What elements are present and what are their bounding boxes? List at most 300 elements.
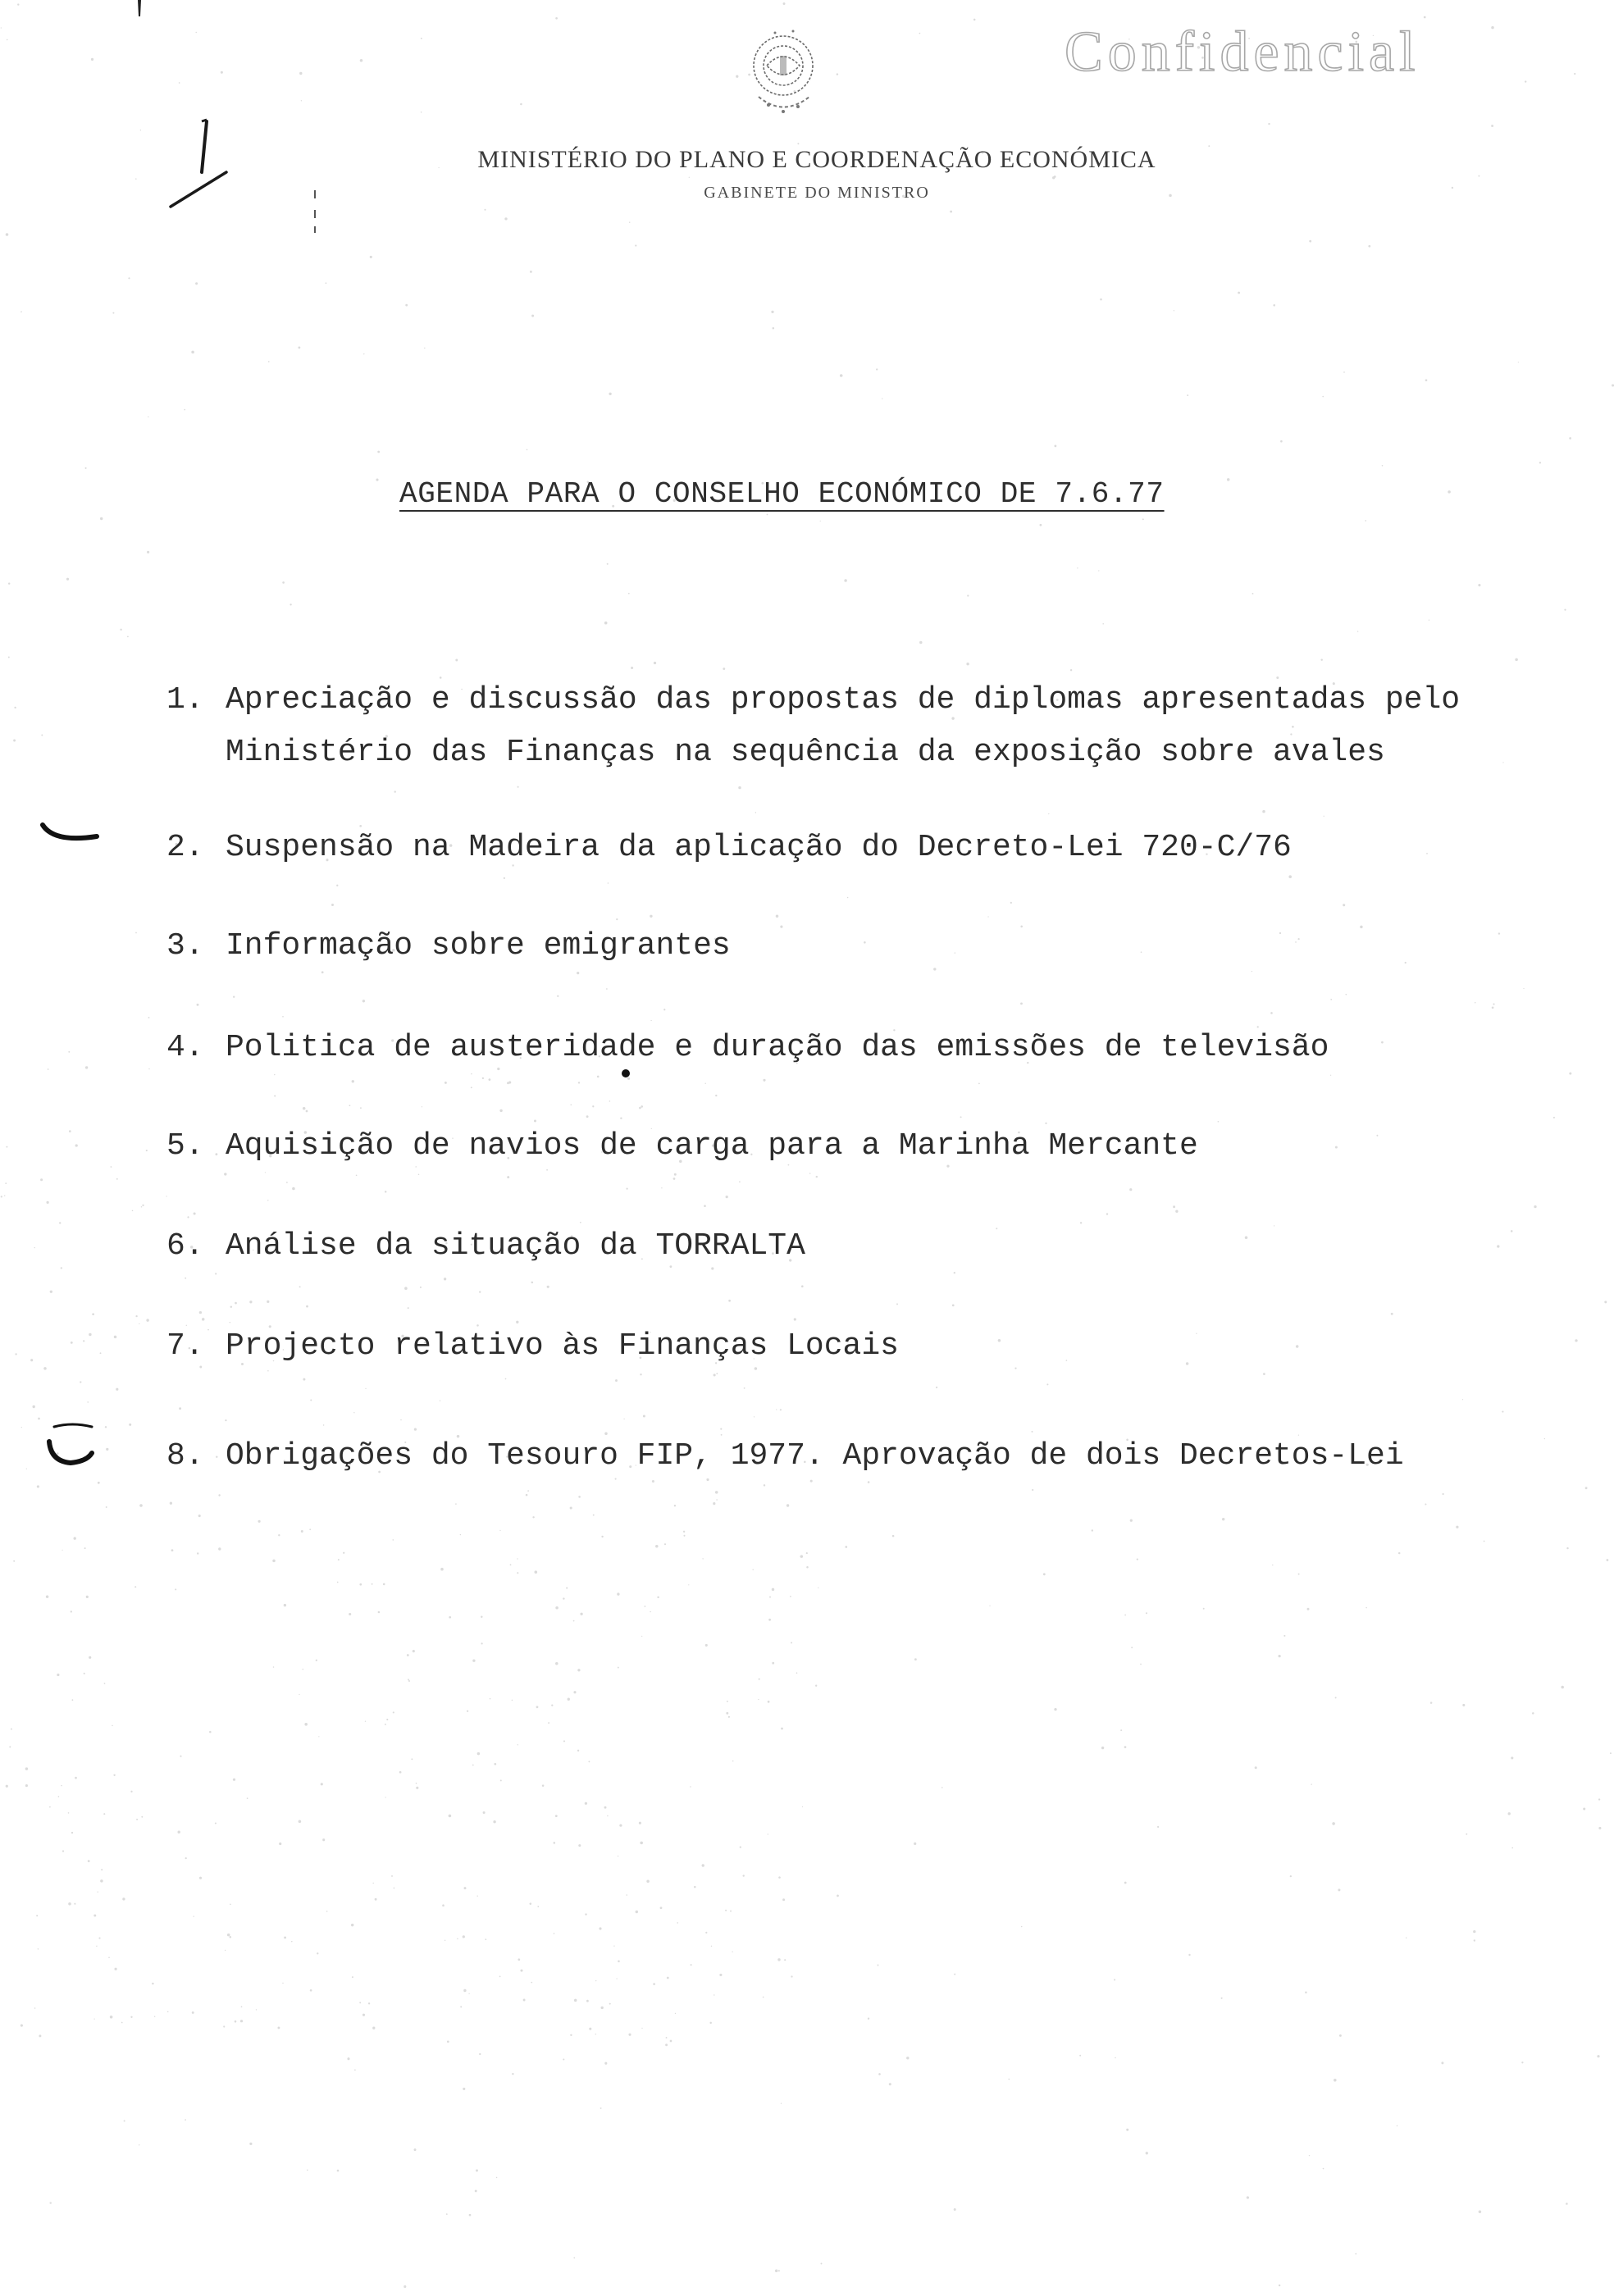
agenda-item-3 <box>166 920 731 973</box>
speckle-dot <box>1534 1205 1536 1208</box>
speckle-dot <box>654 662 656 664</box>
speckle-dot <box>120 629 121 631</box>
speckle-dot <box>301 100 302 101</box>
speckle-dot <box>110 2016 113 2019</box>
speckle-dot <box>141 1206 143 1208</box>
speckle-dot <box>1320 658 1322 660</box>
speckle-dot <box>298 346 300 348</box>
speckle-dot <box>636 1911 638 1913</box>
agenda-item-5 <box>166 1120 1198 1173</box>
speckle-dot <box>347 2057 349 2060</box>
speckle-dot <box>483 1811 486 1814</box>
speckle-dot <box>716 1499 718 1501</box>
speckle-dot <box>66 578 69 581</box>
cabinet-subheader: GABINETE DO MINISTRO <box>704 184 930 202</box>
agenda-item-number: 8. <box>166 1438 204 1474</box>
speckle-dot <box>1218 1121 1220 1123</box>
speckle-dot <box>134 1586 136 1588</box>
speckle-dot <box>641 2028 642 2029</box>
speckle-dot <box>1106 1213 1108 1214</box>
speckle-dot <box>607 1815 608 1816</box>
speckle-dot <box>1492 1006 1494 1009</box>
agenda-item-text: Obrigações do Tesouro FIP, 1977. Aprovação de dois Decretos-Lei <box>226 1438 1404 1474</box>
speckle-dot <box>573 2257 575 2259</box>
speckle-dot <box>230 1306 232 1308</box>
speckle-dot <box>537 1906 539 1907</box>
speckle-dot <box>360 1107 362 1109</box>
speckle-dot <box>476 2170 478 2172</box>
speckle-dot <box>444 1278 446 1280</box>
speckle-dot <box>352 1080 354 1082</box>
speckle-dot <box>592 1105 594 1107</box>
speckle-dot <box>936 1387 937 1388</box>
speckle-dot <box>98 1482 100 1484</box>
speckle-dot <box>135 1315 137 1317</box>
speckle-dot <box>1227 478 1230 481</box>
speckle-dot <box>372 2027 375 2029</box>
speckle-dot <box>349 1613 351 1615</box>
speckle-dot <box>25 1784 28 1787</box>
speckle-dot <box>215 1822 217 1824</box>
speckle-dot <box>1443 1493 1444 1495</box>
speckle-dot <box>490 1698 491 1700</box>
speckle-dot <box>116 1388 118 1391</box>
speckle-dot <box>1157 1826 1159 1828</box>
speckle-dot <box>303 1378 305 1381</box>
speckle-dot <box>85 1066 88 1068</box>
speckle-dot <box>711 1946 712 1947</box>
speckle-dot <box>49 2202 51 2203</box>
speckle-dot <box>370 256 372 258</box>
speckle-dot <box>471 1086 472 1088</box>
speckle-dot <box>170 1502 172 1505</box>
speckle-dot <box>83 1340 84 1342</box>
speckle-dot <box>240 2020 243 2022</box>
speckle-dot <box>1309 240 1311 243</box>
speckle-dot <box>555 17 558 20</box>
speckle-dot <box>778 1876 781 1879</box>
speckle-dot <box>1478 175 1480 177</box>
speckle-dot <box>1077 567 1078 568</box>
speckle-dot <box>286 1182 288 1183</box>
speckle-dot <box>420 1287 422 1288</box>
speckle-dot <box>376 479 378 481</box>
speckle-dot <box>645 1606 646 1607</box>
speckle-dot <box>421 38 422 39</box>
speckle-dot <box>89 1656 91 1659</box>
speckle-dot <box>520 1970 522 1972</box>
speckle-dot <box>573 1620 575 1622</box>
speckle-dot <box>1296 1345 1299 1348</box>
speckle-dot <box>130 2016 132 2018</box>
speckle-dot <box>933 968 936 970</box>
agenda-item-number: 5. <box>166 1128 204 1164</box>
speckle-dot <box>837 1895 839 1897</box>
speckle-dot <box>363 353 364 354</box>
speckle-dot <box>704 1205 706 1207</box>
speckle-dot <box>1102 623 1104 625</box>
speckle-dot <box>180 1756 181 1757</box>
speckle-dot <box>185 2119 186 2121</box>
speckle-dot <box>1021 1926 1023 1928</box>
speckle-dot <box>71 1832 73 1834</box>
speckle-dot <box>1343 371 1345 373</box>
speckle-dot <box>72 1699 74 1701</box>
speckle-dot <box>1010 902 1012 904</box>
speckle-dot <box>626 1894 627 1896</box>
speckle-dot <box>477 1896 478 1897</box>
speckle-dot <box>906 2057 909 2059</box>
speckle-dot <box>772 1588 774 1591</box>
speckle-dot <box>377 451 380 453</box>
speckle-dot <box>230 1904 231 1906</box>
speckle-dot <box>1048 813 1049 814</box>
speckle-dot <box>1055 445 1057 448</box>
speckle-dot <box>482 1077 484 1079</box>
speckle-dot <box>33 1405 35 1408</box>
speckle-dot <box>1137 1559 1138 1560</box>
speckle-dot <box>89 1333 91 1336</box>
speckle-dot <box>889 2083 891 2085</box>
speckle-dot <box>845 1546 847 1548</box>
speckle-dot <box>247 1797 248 1799</box>
speckle-dot <box>728 1716 730 1718</box>
speckle-dot <box>1279 932 1281 934</box>
speckle-dot <box>919 641 922 644</box>
speckle-dot <box>1126 2129 1128 2131</box>
speckle-dot <box>21 311 22 312</box>
speckle-dot <box>475 2189 477 2192</box>
speckle-dot <box>460 1534 461 1535</box>
speckle-dot <box>106 1506 107 1508</box>
speckle-dot <box>554 1933 555 1934</box>
speckle-dot <box>690 1786 691 1787</box>
speckle-dot <box>1020 926 1023 928</box>
speckle-dot <box>282 1983 283 1984</box>
speckle-dot <box>517 1744 518 1745</box>
speckle-dot <box>689 177 690 178</box>
speckle-dot <box>593 1515 595 1516</box>
speckle-dot <box>457 1938 458 1939</box>
speckle-dot <box>578 1496 581 1498</box>
speckle-dot <box>646 1879 650 1883</box>
speckle-dot <box>1114 1979 1115 1980</box>
speckle-dot <box>1491 125 1493 127</box>
speckle-dot <box>378 1611 381 1614</box>
speckle-dot <box>303 1107 305 1109</box>
speckle-dot <box>130 1791 132 1793</box>
speckle-dot <box>586 2000 589 2002</box>
speckle-dot <box>919 33 921 34</box>
speckle-dot <box>7 39 8 41</box>
speckle-dot <box>954 1272 955 1273</box>
agenda-item-text: Análise da situação da TORRALTA <box>226 1228 805 1264</box>
speckle-dot <box>1092 1529 1093 1531</box>
speckle-dot <box>14 707 16 708</box>
speckle-dot <box>184 409 185 411</box>
speckle-dot <box>455 659 458 662</box>
speckle-dot <box>821 2263 823 2265</box>
speckle-dot <box>197 1004 199 1006</box>
speckle-dot <box>1130 1519 1133 1522</box>
speckle-dot <box>224 1173 226 1175</box>
speckle-dot <box>413 1650 415 1652</box>
handwritten-tick-item-2 <box>38 818 103 851</box>
speckle-dot <box>878 2073 881 2075</box>
speckle-dot <box>1544 1438 1545 1439</box>
speckle-dot <box>241 2006 243 2007</box>
speckle-dot <box>481 1615 482 1617</box>
speckle-dot <box>1080 1222 1082 1223</box>
speckle-dot <box>554 1842 556 1844</box>
speckle-dot <box>960 1116 962 1118</box>
ministry-header: MINISTÉRIO DO PLANO E COORDENAÇÃO ECONÓMICA <box>477 146 1156 173</box>
speckle-dot <box>71 1610 72 1612</box>
speckle-dot <box>317 1952 318 1954</box>
speckle-dot <box>62 1850 64 1852</box>
speckle-dot <box>111 1166 112 1168</box>
speckle-dot <box>728 1300 731 1302</box>
speckle-dot <box>463 2088 465 2090</box>
speckle-dot <box>1124 1615 1126 1616</box>
agenda-item-text-continued: Ministério das Finanças na sequência da exposição sobre avales <box>226 735 1385 770</box>
speckle-dot <box>705 1644 708 1647</box>
speckle-dot <box>1335 1146 1338 1149</box>
speckle-dot <box>463 1935 465 1938</box>
speckle-dot <box>784 1959 786 1961</box>
speckle-dot <box>1474 1939 1475 1941</box>
speckle-dot <box>309 1528 311 1530</box>
speckle-dot <box>1046 1383 1048 1385</box>
speckle-dot <box>136 1819 138 1820</box>
speckle-dot <box>1561 1686 1564 1689</box>
speckle-dot <box>763 1079 765 1082</box>
speckle-dot <box>723 667 725 670</box>
speckle-dot <box>1569 437 1571 440</box>
speckle-dot <box>613 1945 614 1946</box>
speckle-dot <box>408 1680 410 1682</box>
speckle-dot <box>764 1484 765 1486</box>
speckle-dot <box>1355 2253 1356 2255</box>
speckle-dot <box>1245 1236 1248 1239</box>
speckle-dot <box>127 636 129 637</box>
speckle-dot <box>1262 810 1265 813</box>
speckle-dot <box>778 2270 780 2271</box>
speckle-dot <box>618 1961 620 1963</box>
speckle-dot <box>1079 2055 1081 2057</box>
stray-ink-dot <box>620 1068 631 1079</box>
speckle-dot <box>643 1415 645 1418</box>
speckle-dot <box>801 1285 804 1287</box>
speckle-dot <box>952 1305 955 1307</box>
speckle-dot <box>179 1407 181 1410</box>
speckle-dot <box>950 211 952 213</box>
speckle-dot <box>588 1761 590 1762</box>
speckle-dot <box>49 1806 51 1808</box>
speckle-dot <box>820 521 821 522</box>
speckle-dot <box>233 1779 235 1781</box>
speckle-dot <box>739 1181 741 1182</box>
speckle-dot <box>331 904 334 906</box>
speckle-dot <box>714 1374 716 1376</box>
speckle-dot <box>17 3 19 5</box>
speckle-dot <box>442 1904 445 1906</box>
speckle-dot <box>599 1927 601 1929</box>
speckle-dot <box>152 1983 154 1985</box>
speckle-dot <box>187 1216 189 1218</box>
speckle-dot <box>1448 490 1451 494</box>
speckle-dot <box>1330 1075 1331 1076</box>
speckle-dot <box>1381 1041 1384 1044</box>
speckle-dot <box>998 1339 1001 1342</box>
speckle-dot <box>781 1728 783 1730</box>
speckle-dot <box>536 1706 539 1708</box>
speckle-dot <box>577 1669 580 1671</box>
speckle-dot <box>1129 1188 1132 1191</box>
speckle-dot <box>1553 1117 1555 1118</box>
speckle-dot <box>191 351 194 354</box>
speckle-dot <box>1382 465 1384 467</box>
speckle-dot <box>274 1095 276 1096</box>
speckle-dot <box>455 1503 457 1505</box>
speckle-dot <box>673 1178 676 1180</box>
speckle-dot <box>61 1785 62 1787</box>
speckle-dot <box>13 740 16 742</box>
speckle-dot <box>421 112 422 113</box>
speckle-dot <box>715 1095 717 1096</box>
agenda-item-text: Aquisição de navios de carga para a Marinha Mercante <box>226 1128 1198 1164</box>
speckle-dot <box>394 790 396 792</box>
speckle-dot <box>1606 1559 1608 1561</box>
speckle-dot <box>620 1117 622 1118</box>
speckle-dot <box>526 1494 528 1496</box>
speckle-dot <box>100 517 103 520</box>
speckle-dot <box>1330 999 1332 1000</box>
speckle-dot <box>460 2006 462 2007</box>
speckle-dot <box>517 1572 518 1574</box>
speckle-dot <box>1564 608 1566 610</box>
speckle-dot <box>337 1582 339 1583</box>
speckle-dot <box>1098 570 1099 571</box>
speckle-dot <box>555 1662 558 1665</box>
speckle-dot <box>802 1806 803 1807</box>
agenda-title: AGENDA PARA O CONSELHO ECONÓMICO DE 7.6.77 <box>399 477 1165 511</box>
speckle-dot <box>683 1535 685 1537</box>
speckle-dot <box>619 1824 622 1827</box>
speckle-dot <box>38 1418 40 1420</box>
speckle-dot <box>291 1941 293 1943</box>
speckle-dot <box>372 1583 373 1585</box>
speckle-dot <box>359 1583 362 1586</box>
speckle-dot <box>1120 1729 1122 1731</box>
speckle-dot <box>1430 1702 1433 1704</box>
speckle-dot <box>574 1999 577 2002</box>
speckle-dot <box>499 1976 501 1978</box>
speckle-dot <box>531 1982 532 1984</box>
speckle-dot <box>135 932 137 934</box>
speckle-dot <box>1391 1313 1393 1315</box>
speckle-dot <box>510 1564 512 1565</box>
speckle-dot <box>481 1642 483 1644</box>
speckle-dot <box>353 1412 354 1413</box>
speckle-dot <box>321 1783 323 1785</box>
speckle-dot <box>1398 1552 1400 1554</box>
speckle-dot <box>705 1932 707 1934</box>
speckle-dot <box>104 1683 106 1684</box>
speckle-dot <box>1335 1697 1337 1698</box>
speckle-dot <box>844 579 847 582</box>
speckle-dot <box>408 1307 409 1309</box>
speckle-dot <box>185 1857 187 1859</box>
speckle-dot <box>499 1530 500 1531</box>
speckle-dot <box>767 514 768 516</box>
speckle-dot <box>570 2034 572 2036</box>
speckle-dot <box>48 1068 49 1070</box>
speckle-dot <box>225 1950 226 1951</box>
speckle-dot <box>597 1076 600 1078</box>
speckle-dot <box>100 1352 102 1354</box>
speckle-dot <box>1279 2285 1280 2286</box>
speckle-dot <box>1456 1526 1458 1528</box>
speckle-dot <box>608 882 609 883</box>
speckle-dot <box>1491 26 1494 30</box>
speckle-dot <box>75 1144 78 1146</box>
speckle-dot <box>299 1820 302 1824</box>
speckle-dot <box>631 667 633 669</box>
speckle-dot <box>1322 396 1324 398</box>
speckle-dot <box>414 2148 417 2151</box>
agenda-item-7 <box>166 1320 899 1373</box>
speckle-dot <box>604 622 608 625</box>
speckle-dot <box>1585 1487 1588 1489</box>
speckle-dot <box>337 2170 340 2172</box>
speckle-dot <box>449 1815 452 1818</box>
speckle-dot <box>1583 1807 1585 1810</box>
speckle-dot <box>758 1699 759 1700</box>
speckle-dot <box>185 1278 186 1279</box>
speckle-dot <box>306 1110 308 1113</box>
speckle-dot <box>479 1291 481 1292</box>
speckle-dot <box>577 1750 579 1752</box>
speckle-dot <box>235 1302 237 1305</box>
speckle-dot <box>385 1724 386 1725</box>
speckle-dot <box>607 563 609 565</box>
speckle-dot <box>531 1282 534 1284</box>
speckle-dot <box>1054 175 1056 178</box>
speckle-dot <box>530 271 532 273</box>
speckle-dot <box>6 1146 7 1148</box>
speckle-dot <box>585 1913 586 1915</box>
speckle-dot <box>103 1813 105 1815</box>
speckle-dot <box>1532 1712 1534 1715</box>
speckle-dot <box>1052 176 1055 179</box>
speckle-dot <box>128 277 130 279</box>
speckle-dot <box>1141 951 1142 953</box>
speckle-dot <box>1502 762 1503 763</box>
speckle-dot <box>816 1176 818 1178</box>
speckle-dot <box>1268 123 1270 125</box>
agenda-item-text: Suspensão na Madeira da aplicação do Decreto-Lei 720-C/76 <box>226 830 1292 865</box>
speckle-dot <box>129 1424 131 1426</box>
speckle-dot <box>9 1746 11 1747</box>
speckle-dot <box>1146 2152 1148 2154</box>
speckle-dot <box>1298 1574 1300 1575</box>
speckle-dot <box>1426 853 1428 854</box>
speckle-dot <box>791 1975 792 1977</box>
speckle-dot <box>146 1150 148 1151</box>
speckle-dot <box>121 2022 123 2024</box>
speckle-dot <box>725 1910 727 1911</box>
